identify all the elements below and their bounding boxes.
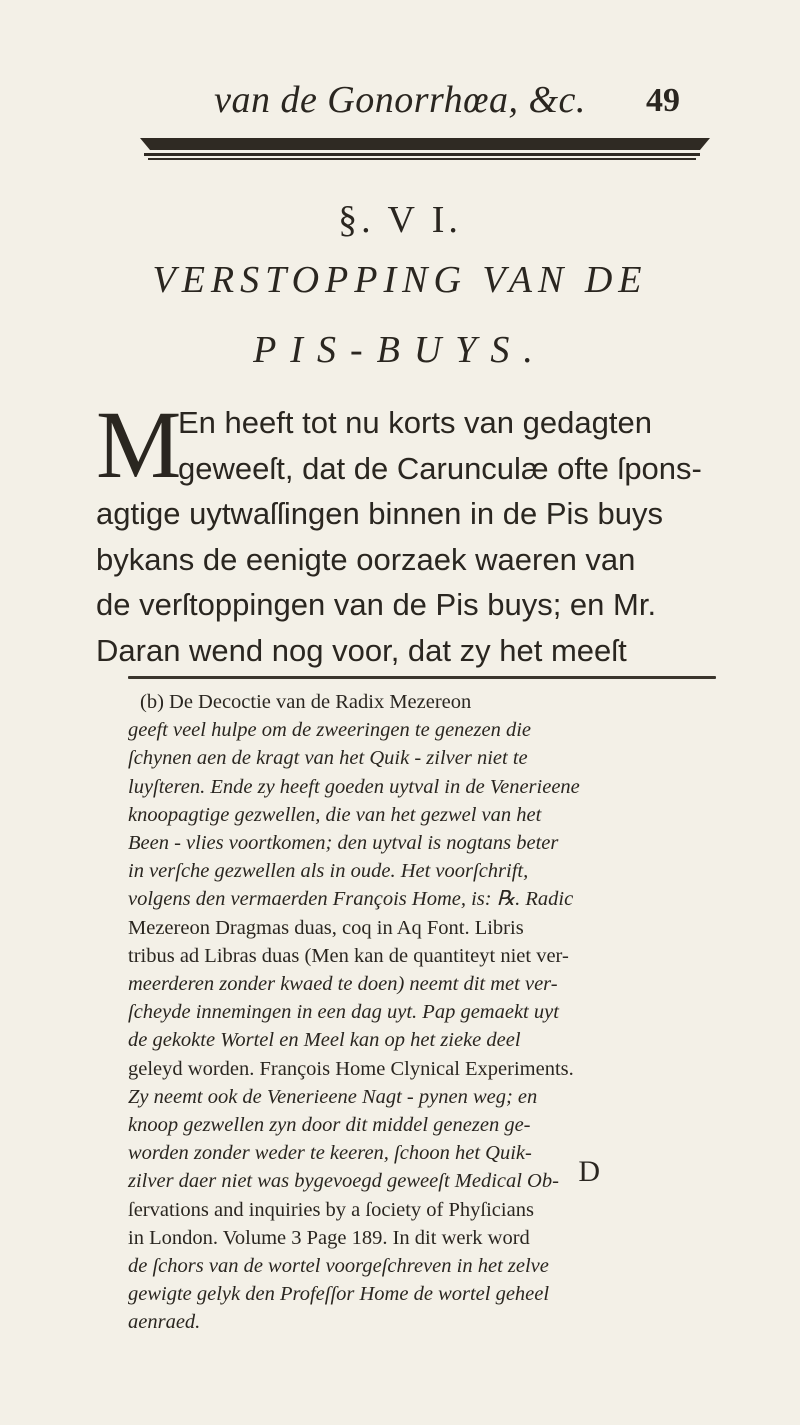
footnote-line: tribus ad Libras duas (Men kan de quantiteyt niet ver- [128,944,569,967]
body-line: Daran wend nog voor, dat zy het meeſt [96,632,627,668]
footnote-line: ſervations and inquiries by a ſociety of Phyſicians [128,1198,534,1221]
footnote-line: volgens den vermaerden François Home, is: ℞. Radic [128,888,574,911]
body-line: de verſtoppingen van de Pis buys; en Mr. [96,587,657,622]
footnote-line: ſcheyde innemingen in een dag uyt. Pap gemaekt uyt [128,1001,559,1024]
chapter-heading-line-2: PIS-BUYS. [253,329,547,371]
body-line: geweeſt, dat de Carunculæ ofte ſpons- [178,450,702,486]
header-ornament-rule [140,134,710,164]
footnote-line: geleyd worden. François Home Clynical Experiments. [128,1057,574,1080]
footnote-line: in London. Volume 3 Page 189. In dit werk word [128,1226,530,1249]
body-line: bykans de eenigte oorzaek waeren van [96,541,636,577]
footnote-line: de gekokte Wortel en Meel kan op het zieke deel [128,1029,521,1052]
footnote-line: meerderen zonder kwaed te doen) neemt dit met ver- [128,973,558,996]
section-number: §. V I. [338,199,462,241]
footnote-line: knoopagtige gezwellen, die van het gezwel van het [128,803,542,826]
footnote-divider [128,676,716,679]
footnote-line: knoop gezwellen zyn door dit middel genezen ge- [128,1114,531,1137]
footnote-line: ſchynen aen de kragt van het Quik - zilver niet te [128,747,528,770]
footnote-line: aenraed. [128,1311,201,1334]
footnote-line: zilver daer niet was bygevoegd geweeſt Medical Ob- [128,1170,559,1193]
chapter-heading-line-1: VERSTOPPING VAN DE [152,259,648,301]
footnote-line: in verſche gezwellen als in oude. Het voorſchrift, [128,860,529,883]
footnote-line: de ſchors van de wortel voorgeſchreven in het zelve [128,1255,549,1278]
drop-cap: M [96,391,182,498]
body-line: agtige uytwaſſingen binnen in de Pis buys [96,496,663,531]
footnote-line: Zy neemt ook de Venerieene Nagt - pynen weg; en [128,1085,538,1108]
footnote-line: (b) De Decoctie van de Radix Mezereon [140,691,472,713]
footnote-line: Been - vlies voortkomen; den uytval is nogtans beter [128,832,559,855]
body-paragraph [96,391,716,673]
page-number: 49 [646,82,680,119]
footnote-line: geeft veel hulpe om de zweeringen te genezen die [128,719,532,742]
footnote-line: Mezereon Dragmas duas, coq in Aq Font. Libris [128,916,524,939]
footnote-line: worden zonder weder te keeren, ſchoon het Quik- [128,1142,532,1165]
running-title: van de Gonorrhœa, &c. [214,79,586,121]
footnote [128,688,728,1337]
running-head [0,78,800,128]
footnote-line: luyſteren. Ende zy heeft goeden uytval in de Venerieene [128,775,580,798]
signature-mark: D [578,1155,600,1188]
footnote-line: gewigte gelyk den Profeſſor Home de wortel geheel [128,1283,550,1306]
body-line: En heeft tot nu korts van gedagten [178,405,652,440]
